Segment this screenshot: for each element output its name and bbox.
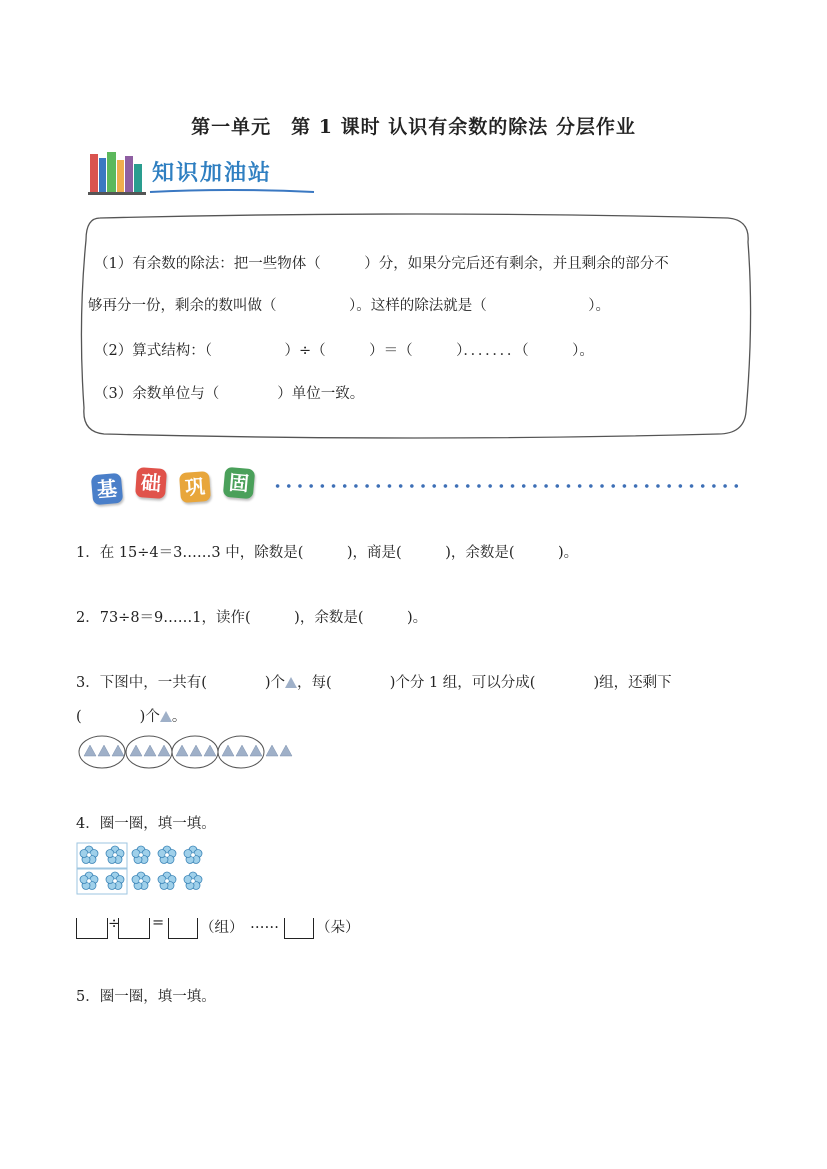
flowers-figure bbox=[76, 842, 208, 896]
question-1: 1．在 15÷4＝3……3 中，除数是( )，商是( )，余数是( )。 bbox=[76, 545, 579, 561]
triangles-figure bbox=[76, 734, 300, 772]
question-5-label: 5．圈一圈，填一填。 bbox=[76, 989, 216, 1005]
knowledge-line-1b: 够再分一份，剩余的数叫做（ ）。这样的除法就是（ ）。 bbox=[88, 298, 610, 314]
question-3-line-1 bbox=[76, 671, 672, 692]
answer-box-remainder[interactable] bbox=[284, 918, 314, 939]
question-3-text-b: ，每( )个分 1 组，可以分成( )组，还剩下 bbox=[297, 675, 672, 691]
equals-sign: = bbox=[152, 915, 165, 931]
question-3-text-a: 3．下图中，一共有( )个 bbox=[76, 675, 286, 691]
knowledge-line-1a: （1）有余数的除法：把一些物体（ ）分，如果分完后还有剩余，并且剩余的部分不 bbox=[94, 256, 669, 272]
divide-sign: ÷ bbox=[108, 916, 121, 932]
knowledge-box-frame bbox=[78, 212, 752, 440]
knowledge-banner-title: 知识加油站 bbox=[152, 161, 273, 186]
question-3-text-c: ( )个 bbox=[76, 709, 160, 725]
banner-underline bbox=[148, 186, 318, 196]
question-2: 2．73÷8＝9……1，读作( )，余数是( )。 bbox=[76, 610, 428, 626]
basic-banner-char-4: 固 bbox=[223, 467, 256, 500]
basic-banner-char-2: 础 bbox=[135, 467, 167, 499]
answer-box-dividend[interactable] bbox=[76, 918, 108, 939]
books-icon bbox=[88, 150, 148, 196]
basic-banner bbox=[90, 466, 270, 514]
knowledge-banner bbox=[88, 150, 318, 198]
knowledge-line-2: （2）算式结构：（ ）÷（ ）＝（ ）．．．．．．．（ ）。 bbox=[94, 343, 594, 359]
knowledge-line-3: （3）余数单位与（ ）单位一致。 bbox=[94, 386, 365, 402]
answer-box-quotient[interactable] bbox=[168, 918, 198, 939]
answer-box-divisor[interactable] bbox=[118, 918, 150, 939]
question-3-text-d: 。 bbox=[171, 709, 187, 725]
remainder-dots: …… bbox=[250, 916, 279, 932]
basic-banner-char-3: 巩 bbox=[179, 471, 211, 503]
triangle-icon bbox=[160, 711, 172, 722]
unit-groups: （组） bbox=[200, 920, 244, 936]
basic-banner-char-1: 基 bbox=[91, 473, 124, 506]
question-3-line-2 bbox=[76, 705, 186, 726]
page-title: 第一单元 第 1 课时 认识有余数的除法 分层作业 bbox=[191, 116, 636, 138]
unit-flowers: （朵） bbox=[316, 920, 360, 936]
triangle-icon bbox=[285, 677, 297, 688]
question-4-label: 4．圈一圈，填一填。 bbox=[76, 816, 216, 832]
dotted-divider bbox=[272, 482, 742, 490]
